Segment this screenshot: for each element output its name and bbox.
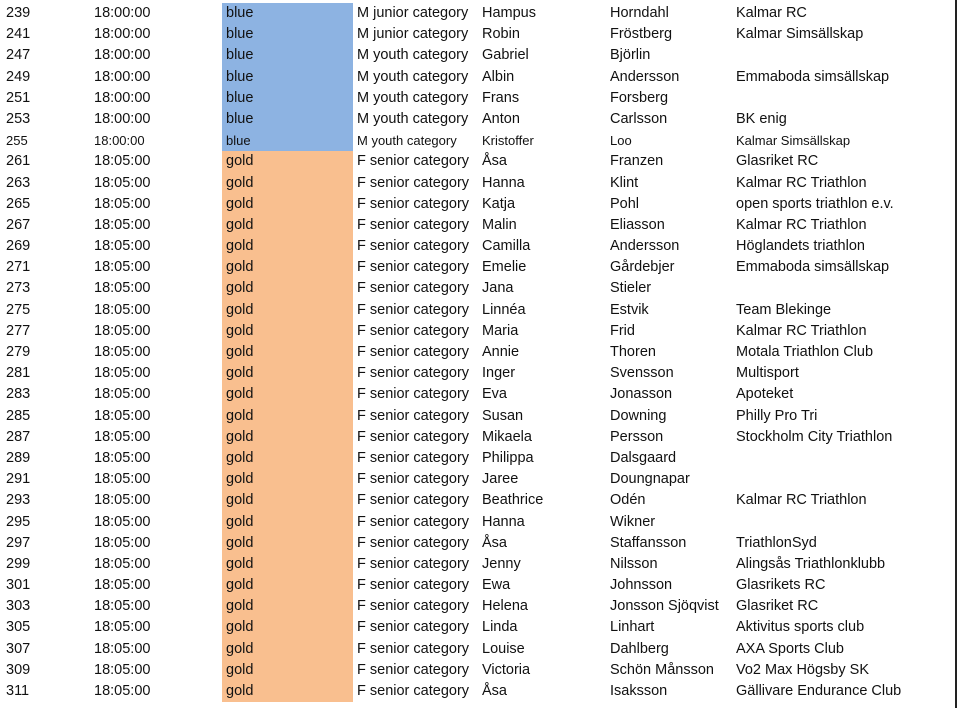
category-cell[interactable]: M youth category — [357, 89, 469, 106]
club-cell[interactable]: Gällivare Endurance Club — [736, 683, 902, 699]
wave-color-cell[interactable]: blue — [222, 24, 353, 45]
start-time-cell[interactable]: 18:05:00 — [94, 153, 151, 170]
club-cell[interactable]: Philly Pro Tri — [736, 407, 818, 424]
table-row — [0, 342, 960, 363]
last-name-cell[interactable]: Isaksson — [610, 683, 668, 699]
table-row — [0, 67, 960, 88]
club-cell[interactable]: Motala Triathlon Club — [736, 344, 874, 360]
table-row — [0, 257, 960, 278]
start-time-cell[interactable]: 18:00:00 — [94, 5, 151, 21]
start-time-cell[interactable]: 18:05:00 — [94, 344, 151, 360]
club-cell[interactable]: Kalmar Simsällskap — [736, 133, 851, 149]
start-list-table — [0, 3, 960, 702]
last-name-cell[interactable]: Horndahl — [610, 5, 669, 21]
first-name-cell[interactable]: Åsa — [482, 153, 507, 170]
last-name-cell[interactable]: Klint — [610, 174, 639, 191]
start-time-cell[interactable]: 18:05:00 — [94, 661, 151, 678]
category-cell[interactable]: F senior category — [357, 492, 470, 509]
table-row — [0, 406, 960, 427]
wave-color-cell[interactable]: gold — [222, 406, 353, 427]
last-name-cell[interactable]: Doungnapar — [610, 471, 690, 488]
first-name-cell[interactable]: Robin — [482, 26, 520, 43]
start-number-cell[interactable]: 247 — [6, 47, 31, 64]
wave-color-cell[interactable]: gold — [222, 490, 353, 511]
start-number-cell[interactable]: 311 — [6, 683, 30, 699]
first-name-cell[interactable]: Helena — [482, 598, 528, 615]
last-name-cell[interactable]: Staffansson — [610, 534, 687, 551]
last-name-cell[interactable]: Nilsson — [610, 555, 658, 572]
category-cell[interactable]: F senior category — [357, 534, 470, 551]
last-name-cell[interactable]: Björlin — [610, 47, 651, 64]
table-row — [0, 448, 960, 469]
start-time-cell[interactable]: 18:05:00 — [94, 322, 151, 339]
category-cell[interactable]: F senior category — [357, 365, 470, 382]
club-cell[interactable]: Aktivitus sports club — [736, 619, 865, 636]
table-row — [0, 512, 960, 533]
start-time-cell[interactable]: 18:05:00 — [94, 238, 151, 255]
start-number-cell[interactable]: 307 — [6, 640, 31, 657]
first-name-cell[interactable]: Susan — [482, 407, 524, 424]
table-row — [0, 321, 960, 342]
first-name-cell[interactable]: Linda — [482, 619, 518, 636]
first-name-cell[interactable]: Jaree — [482, 471, 519, 488]
start-time-cell[interactable]: 18:05:00 — [94, 301, 151, 318]
category-cell[interactable]: F senior category — [357, 259, 470, 276]
start-number-cell[interactable]: 267 — [6, 216, 31, 233]
table-row — [0, 533, 960, 554]
start-time-cell[interactable]: 18:05:00 — [94, 619, 151, 636]
table-row — [0, 384, 960, 405]
start-time-cell[interactable]: 18:05:00 — [94, 259, 151, 276]
category-cell[interactable]: F senior category — [357, 280, 470, 297]
start-time-cell[interactable]: 18:00:00 — [94, 47, 151, 64]
last-name-cell[interactable]: Dalsgaard — [610, 449, 677, 466]
club-cell[interactable]: Glasriket RC — [736, 598, 819, 615]
table-row — [0, 596, 960, 617]
start-number-cell[interactable]: 269 — [6, 238, 31, 255]
start-time-cell[interactable]: 18:05:00 — [94, 407, 151, 424]
last-name-cell[interactable]: Frid — [610, 322, 635, 339]
table-row — [0, 427, 960, 448]
first-name-cell[interactable]: Kristoffer — [482, 133, 534, 149]
club-cell[interactable]: Apoteket — [736, 386, 794, 403]
club-cell[interactable]: Glasrikets RC — [736, 577, 826, 594]
category-cell[interactable]: F senior category — [357, 598, 470, 615]
wave-color-cell[interactable]: gold — [222, 257, 353, 278]
table-row — [0, 575, 960, 596]
first-name-cell[interactable]: Maria — [482, 322, 519, 339]
wave-color-cell[interactable]: blue — [222, 130, 353, 151]
table-row — [0, 681, 960, 702]
last-name-cell[interactable]: Jonasson — [610, 386, 673, 403]
start-number-cell[interactable]: 255 — [6, 133, 28, 149]
start-number-cell[interactable]: 295 — [6, 513, 31, 530]
first-name-cell[interactable]: Louise — [482, 640, 525, 657]
last-name-cell[interactable]: Gårdebjer — [610, 259, 675, 276]
start-time-cell[interactable]: 18:00:00 — [94, 26, 151, 43]
category-cell[interactable]: M youth category — [357, 47, 469, 64]
category-cell[interactable]: F senior category — [357, 322, 470, 339]
first-name-cell[interactable]: Hanna — [482, 513, 525, 530]
first-name-cell[interactable]: Camilla — [482, 238, 531, 255]
wave-color-cell[interactable]: blue — [222, 88, 353, 109]
wave-color-cell[interactable]: gold — [222, 300, 353, 321]
wave-color-cell[interactable]: gold — [222, 151, 353, 172]
start-number-cell[interactable]: 271 — [6, 259, 31, 276]
wave-color-cell[interactable]: gold — [222, 342, 353, 363]
start-time-cell[interactable]: 18:05:00 — [94, 365, 151, 382]
last-name-cell[interactable]: Estvik — [610, 301, 649, 318]
start-number-cell[interactable]: 305 — [6, 619, 31, 636]
wave-color-cell[interactable]: gold — [222, 321, 353, 342]
first-name-cell[interactable]: Eva — [482, 386, 507, 403]
start-number-cell[interactable]: 249 — [6, 68, 31, 85]
start-number-cell[interactable]: 239 — [6, 5, 31, 21]
table-row — [0, 469, 960, 490]
table-row — [0, 173, 960, 194]
table-row — [0, 554, 960, 575]
category-cell[interactable]: F senior category — [357, 407, 470, 424]
start-number-cell[interactable]: 285 — [6, 407, 31, 424]
start-number-cell[interactable]: 261 — [6, 153, 31, 170]
start-number-cell[interactable]: 275 — [6, 301, 31, 318]
category-cell[interactable]: F senior category — [357, 386, 470, 403]
start-number-cell[interactable]: 263 — [6, 174, 31, 191]
start-time-cell[interactable]: 18:00:00 — [94, 133, 145, 149]
start-number-cell[interactable]: 293 — [6, 492, 31, 509]
table-row — [0, 617, 960, 638]
club-cell[interactable]: open sports triathlon e.v. — [736, 195, 894, 212]
first-name-cell[interactable]: Malin — [482, 216, 517, 233]
wave-color-cell[interactable]: blue — [222, 67, 353, 88]
club-cell[interactable]: BK enig — [736, 110, 787, 127]
table-row — [0, 278, 960, 299]
sheet-right-border — [955, 0, 957, 708]
first-name-cell[interactable]: Hampus — [482, 5, 536, 21]
start-time-cell[interactable]: 18:00:00 — [94, 68, 151, 85]
wave-color-cell[interactable]: gold — [222, 639, 353, 660]
wave-color-cell[interactable]: gold — [222, 660, 353, 681]
start-time-cell[interactable]: 18:05:00 — [94, 683, 151, 699]
first-name-cell[interactable]: Philippa — [482, 449, 534, 466]
category-cell[interactable]: M youth category — [357, 68, 469, 85]
first-name-cell[interactable]: Inger — [482, 365, 516, 382]
category-cell[interactable]: F senior category — [357, 301, 470, 318]
wave-color-cell[interactable]: gold — [222, 469, 353, 490]
last-name-cell[interactable]: Stieler — [610, 280, 652, 297]
category-cell[interactable]: F senior category — [357, 619, 470, 636]
club-cell[interactable]: Kalmar RC Triathlon — [736, 492, 867, 509]
last-name-cell[interactable]: Persson — [610, 428, 664, 445]
last-name-cell[interactable]: Thoren — [610, 344, 656, 360]
start-number-cell[interactable]: 303 — [6, 598, 31, 615]
club-cell[interactable]: AXA Sports Club — [736, 640, 844, 657]
first-name-cell[interactable]: Albin — [482, 68, 515, 85]
wave-color-cell[interactable]: gold — [222, 617, 353, 638]
category-cell[interactable]: F senior category — [357, 555, 470, 572]
first-name-cell[interactable]: Jenny — [482, 555, 521, 572]
start-time-cell[interactable]: 18:05:00 — [94, 577, 151, 594]
club-cell[interactable]: Kalmar RC Triathlon — [736, 322, 867, 339]
start-number-cell[interactable]: 291 — [6, 471, 31, 488]
first-name-cell[interactable]: Emelie — [482, 259, 527, 276]
last-name-cell[interactable]: Pohl — [610, 195, 640, 212]
last-name-cell[interactable]: Franzen — [610, 153, 664, 170]
first-name-cell[interactable]: Gabriel — [482, 47, 529, 64]
start-time-cell[interactable]: 18:05:00 — [94, 216, 151, 233]
start-number-cell[interactable]: 287 — [6, 428, 31, 445]
table-row — [0, 215, 960, 236]
wave-color-cell[interactable]: gold — [222, 173, 353, 194]
start-number-cell[interactable]: 289 — [6, 449, 31, 466]
table-row — [0, 88, 960, 109]
category-cell[interactable]: F senior category — [357, 640, 470, 657]
last-name-cell[interactable]: Linhart — [610, 619, 655, 636]
start-time-cell[interactable]: 18:00:00 — [94, 110, 151, 127]
start-number-cell[interactable]: 297 — [6, 534, 31, 551]
wave-color-cell[interactable]: gold — [222, 681, 353, 702]
category-cell[interactable]: M youth category — [357, 133, 457, 149]
last-name-cell[interactable]: Odén — [610, 492, 646, 509]
table-row — [0, 236, 960, 257]
start-time-cell[interactable]: 18:05:00 — [94, 428, 151, 445]
start-number-cell[interactable]: 301 — [6, 577, 31, 594]
start-time-cell[interactable]: 18:05:00 — [94, 492, 151, 509]
club-cell[interactable]: Vo2 Max Högsby SK — [736, 661, 869, 678]
last-name-cell[interactable]: Schön Månsson — [610, 661, 714, 678]
last-name-cell[interactable]: Jonsson Sjöqvist — [610, 598, 719, 615]
club-cell[interactable]: Stockholm City Triathlon — [736, 428, 893, 445]
start-time-cell[interactable]: 18:05:00 — [94, 471, 151, 488]
club-cell[interactable]: Kalmar RC Triathlon — [736, 174, 867, 191]
club-cell[interactable]: Höglandets triathlon — [736, 238, 865, 255]
club-cell[interactable]: Team Blekinge — [736, 301, 832, 318]
category-cell[interactable]: M junior category — [357, 26, 469, 43]
wave-color-cell[interactable]: gold — [222, 236, 353, 257]
wave-color-cell[interactable]: gold — [222, 533, 353, 554]
last-name-cell[interactable]: Andersson — [610, 68, 680, 85]
first-name-cell[interactable]: Åsa — [482, 683, 507, 699]
category-cell[interactable]: F senior category — [357, 513, 470, 530]
start-number-cell[interactable]: 309 — [6, 661, 31, 678]
category-cell[interactable]: F senior category — [357, 238, 470, 255]
category-cell[interactable]: F senior category — [357, 344, 470, 360]
wave-color-cell[interactable]: gold — [222, 215, 353, 236]
wave-color-cell[interactable]: blue — [222, 45, 353, 66]
last-name-cell[interactable]: Andersson — [610, 238, 680, 255]
club-cell[interactable]: Kalmar RC — [736, 5, 807, 21]
table-row — [0, 363, 960, 384]
category-cell[interactable]: M junior category — [357, 5, 469, 21]
first-name-cell[interactable]: Anton — [482, 110, 520, 127]
start-time-cell[interactable]: 18:05:00 — [94, 386, 151, 403]
start-time-cell[interactable]: 18:05:00 — [94, 513, 151, 530]
table-row — [0, 194, 960, 215]
table-row — [0, 109, 960, 130]
club-cell[interactable]: Emmaboda simsällskap — [736, 259, 890, 276]
wave-color-cell[interactable]: gold — [222, 427, 353, 448]
start-time-cell[interactable]: 18:05:00 — [94, 195, 151, 212]
category-cell[interactable]: F senior category — [357, 153, 470, 170]
wave-color-cell[interactable]: blue — [222, 109, 353, 130]
start-time-cell[interactable]: 18:05:00 — [94, 174, 151, 191]
start-number-cell[interactable]: 299 — [6, 555, 31, 572]
category-cell[interactable]: F senior category — [357, 449, 470, 466]
last-name-cell[interactable]: Carlsson — [610, 110, 668, 127]
category-cell[interactable]: F senior category — [357, 577, 470, 594]
last-name-cell[interactable]: Forsberg — [610, 89, 669, 106]
club-cell[interactable]: Glasriket RC — [736, 153, 819, 170]
first-name-cell[interactable]: Mikaela — [482, 428, 532, 445]
category-cell[interactable]: F senior category — [357, 216, 470, 233]
club-cell[interactable]: Emmaboda simsällskap — [736, 68, 890, 85]
wave-color-cell[interactable]: gold — [222, 363, 353, 384]
table-row — [0, 151, 960, 172]
table-row — [0, 24, 960, 45]
last-name-cell[interactable]: Wikner — [610, 513, 656, 530]
last-name-cell[interactable]: Dahlberg — [610, 640, 669, 657]
start-number-cell[interactable]: 281 — [6, 365, 31, 382]
start-number-cell[interactable]: 253 — [6, 110, 31, 127]
wave-color-cell[interactable]: gold — [222, 448, 353, 469]
start-number-cell[interactable]: 251 — [6, 89, 31, 106]
first-name-cell[interactable]: Åsa — [482, 534, 507, 551]
category-cell[interactable]: F senior category — [357, 471, 470, 488]
start-time-cell[interactable]: 18:05:00 — [94, 449, 151, 466]
first-name-cell[interactable]: Frans — [482, 89, 520, 106]
first-name-cell[interactable]: Hanna — [482, 174, 525, 191]
last-name-cell[interactable]: Loo — [610, 133, 632, 149]
club-cell[interactable]: Alingsås Triathlonklubb — [736, 555, 886, 572]
start-number-cell[interactable]: 265 — [6, 195, 31, 212]
table-row — [0, 45, 960, 66]
start-time-cell[interactable]: 18:05:00 — [94, 555, 151, 572]
wave-color-cell[interactable]: gold — [222, 554, 353, 575]
wave-color-cell[interactable]: blue — [222, 3, 353, 24]
start-number-cell[interactable]: 241 — [6, 26, 31, 43]
club-cell[interactable]: TriathlonSyd — [736, 534, 817, 551]
start-number-cell[interactable]: 273 — [6, 280, 31, 297]
club-cell[interactable]: Multisport — [736, 365, 799, 382]
table-row — [0, 130, 960, 151]
first-name-cell[interactable]: Beathrice — [482, 492, 544, 509]
club-cell[interactable]: Kalmar Simsällskap — [736, 26, 864, 43]
wave-color-cell[interactable]: gold — [222, 596, 353, 617]
wave-color-cell[interactable]: gold — [222, 384, 353, 405]
start-number-cell[interactable]: 279 — [6, 344, 31, 360]
first-name-cell[interactable]: Jana — [482, 280, 514, 297]
wave-color-cell[interactable]: gold — [222, 194, 353, 215]
start-time-cell[interactable]: 18:05:00 — [94, 280, 151, 297]
category-cell[interactable]: F senior category — [357, 195, 470, 212]
start-time-cell[interactable]: 18:05:00 — [94, 640, 151, 657]
table-row — [0, 660, 960, 681]
last-name-cell[interactable]: Downing — [610, 407, 667, 424]
first-name-cell[interactable]: Annie — [482, 344, 520, 360]
last-name-cell[interactable]: Eliasson — [610, 216, 665, 233]
first-name-cell[interactable]: Victoria — [482, 661, 531, 678]
category-cell[interactable]: F senior category — [357, 661, 470, 678]
start-number-cell[interactable]: 283 — [6, 386, 31, 403]
wave-color-cell[interactable]: gold — [222, 512, 353, 533]
first-name-cell[interactable]: Linnéa — [482, 301, 526, 318]
table-row — [0, 3, 960, 24]
category-cell[interactable]: F senior category — [357, 428, 470, 445]
first-name-cell[interactable]: Katja — [482, 195, 516, 212]
start-time-cell[interactable]: 18:05:00 — [94, 598, 151, 615]
first-name-cell[interactable]: Ewa — [482, 577, 511, 594]
start-time-cell[interactable]: 18:00:00 — [94, 89, 151, 106]
last-name-cell[interactable]: Svensson — [610, 365, 674, 382]
table-row — [0, 639, 960, 660]
wave-color-cell[interactable]: gold — [222, 278, 353, 299]
club-cell[interactable]: Kalmar RC Triathlon — [736, 216, 867, 233]
category-cell[interactable]: M youth category — [357, 110, 469, 127]
start-time-cell[interactable]: 18:05:00 — [94, 534, 151, 551]
table-row — [0, 300, 960, 321]
category-cell[interactable]: F senior category — [357, 174, 470, 191]
last-name-cell[interactable]: Johnsson — [610, 577, 673, 594]
table-row — [0, 490, 960, 511]
last-name-cell[interactable]: Fröstberg — [610, 26, 673, 43]
category-cell[interactable]: F senior category — [357, 683, 470, 699]
start-number-cell[interactable]: 277 — [6, 322, 31, 339]
wave-color-cell[interactable]: gold — [222, 575, 353, 596]
